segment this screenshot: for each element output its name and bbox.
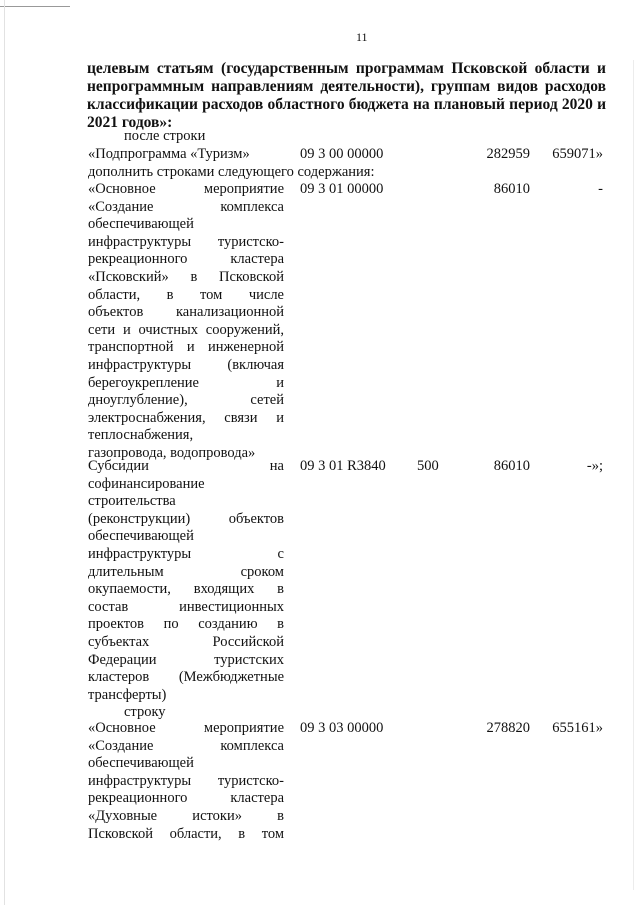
row-event-01-line: электроснабжения, связи и: [88, 409, 284, 426]
row-tourism-value-2021: 659071»: [552, 146, 603, 162]
row-event-03-line: инфраструктуры туристско-: [88, 772, 284, 789]
row-event-01-value-2021: -: [598, 181, 603, 197]
row-event-01-line: дноуглубление), сетей: [88, 392, 284, 409]
row-event-01-line: области, в том числе: [88, 286, 284, 303]
row-subsidy-line: проектов по созданию в: [88, 616, 284, 633]
row-event-03-line: «Создание комплекса: [88, 737, 284, 754]
row-subsidy-line: софинансирование: [88, 475, 205, 492]
section-heading: целевым статьям (государственным программам Псковской области и непрограммным направлениям деятельности), группам видов расходов классификации расходов областного бюджета на плановый период 2020 и 2021 годов»:: [87, 60, 606, 131]
row-event-03-value-2021: 655161»: [552, 720, 603, 736]
row-tourism-label: «Подпрограмма «Туризм»: [88, 146, 250, 162]
row-event-03-description: [88, 720, 284, 843]
row-subsidy-line: (реконструкции) объектов: [88, 510, 284, 527]
row-event-01-line: газопровода, водопровода»: [88, 444, 256, 461]
row-event-01-code: 09 3 01 00000: [300, 181, 384, 197]
row-subsidy-line: Федерации туристских: [88, 651, 284, 668]
row-subsidy-code: 09 3 01 R3840: [300, 458, 386, 474]
row-subsidy-line: трансферты): [88, 686, 167, 703]
row-subsidy-line: окупаемости, входящих в: [88, 581, 284, 598]
row-subsidy-line: строительства: [88, 493, 176, 510]
row-event-01-line: объектов канализационной: [88, 304, 284, 321]
row-subsidy-description: [88, 458, 284, 704]
row-subsidy-line: состав инвестиционных: [88, 598, 284, 615]
row-event-03-line: «Духовные истоки» в: [88, 807, 284, 824]
scan-edge-left: [4, 0, 5, 905]
row-subsidy-value-2021: -»;: [586, 458, 603, 474]
row-event-03-line: Псковской области, в том: [88, 825, 284, 842]
row-subsidy-line: длительным сроком: [88, 563, 284, 580]
row-tourism-code: 09 3 00 00000: [300, 146, 384, 162]
row-label-stroku: строку: [124, 704, 166, 720]
row-event-03-value-2020: 278820: [486, 720, 530, 736]
row-event-03-line: рекреационного кластера: [88, 790, 284, 807]
row-subsidy-line: субъектах Российской: [88, 633, 284, 650]
row-subsidy-value-2020: 86010: [493, 458, 530, 474]
row-event-01-value-2020: 86010: [493, 181, 530, 197]
row-event-01-description: [88, 181, 284, 463]
row-event-01-line: теплоснабжения,: [88, 427, 194, 444]
row-subsidy-vr: 500: [417, 458, 439, 474]
row-tourism-value-2020: 282959: [486, 146, 530, 162]
page-number: 11: [356, 30, 368, 44]
row-event-01-line: транспортной и инженерной: [88, 339, 284, 356]
row-event-01-line: инфраструктуры туристско-: [88, 233, 284, 250]
row-event-01-line: сети и очистных сооружений,: [88, 321, 284, 338]
row-event-01-line: «Основное мероприятие: [88, 181, 284, 197]
scan-edge-right: [633, 60, 634, 890]
row-subsidy-line: обеспечивающей: [88, 528, 194, 545]
scan-edge-top: [0, 6, 70, 7]
row-event-01-line: «Псковский» в Псковской: [88, 268, 284, 285]
row-event-03-line: «Основное мероприятие: [88, 720, 284, 736]
row-event-01-line: обеспечивающей: [88, 216, 194, 233]
row-event-03-code: 09 3 03 00000: [300, 720, 384, 736]
after-row-label: после строки: [124, 128, 206, 144]
row-event-03-line: обеспечивающей: [88, 755, 194, 772]
row-event-01-line: «Создание комплекса: [88, 198, 284, 215]
row-event-01-line: рекреационного кластера: [88, 251, 284, 268]
row-event-01-line: инфраструктуры (включая: [88, 356, 284, 373]
row-subsidy-line: инфраструктуры с: [88, 545, 284, 562]
row-subsidy-line: кластеров (Межбюджетные: [88, 669, 284, 686]
add-rows-label: дополнить строками следующего содержания:: [88, 164, 375, 180]
row-subsidy-line: Субсидии на: [88, 458, 284, 474]
row-event-01-line: берегоукрепление и: [88, 374, 284, 391]
